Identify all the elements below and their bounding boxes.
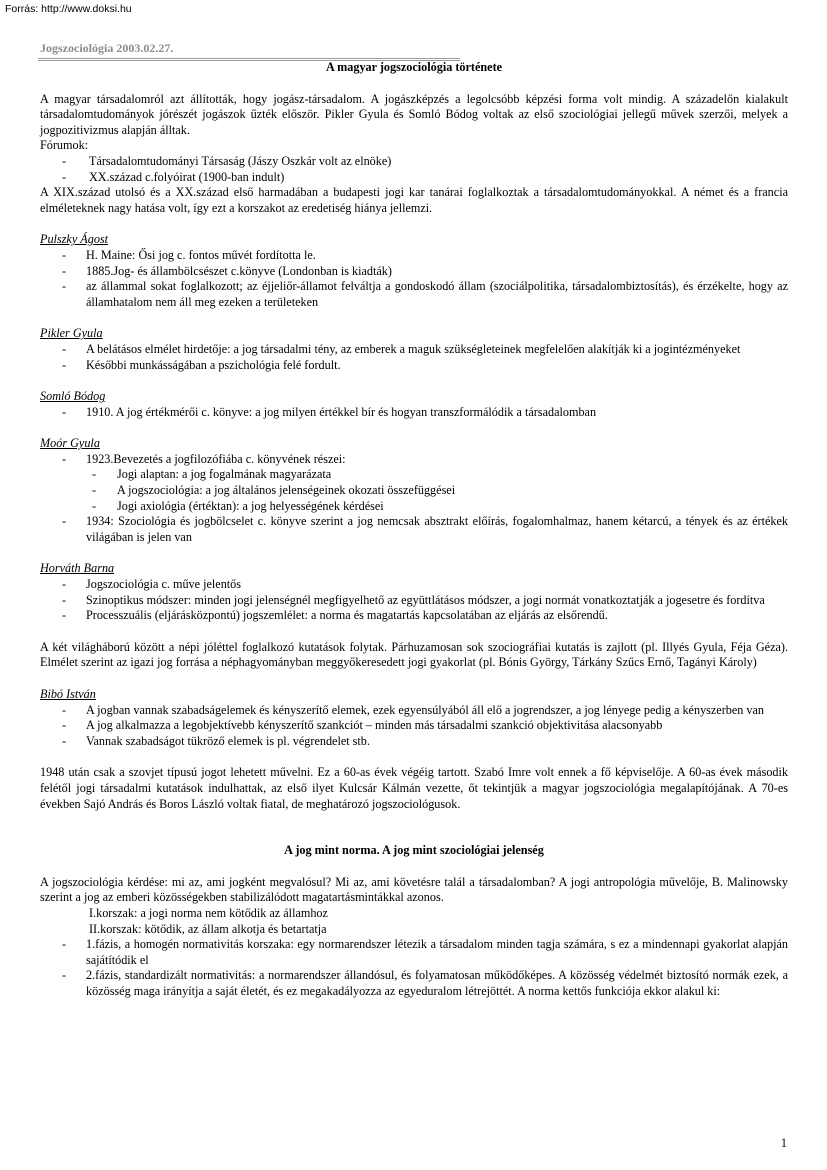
list-item: - 2.fázis, standardizált normativitás: a normarendszer állandósul, és folyamatosan működőképes. A közösség védelmét biztosító normák ezek, a közösség maga irányítja a saját életét, és ez megakadályozza az egyeduralom létrejöttét. A norma kettős funkciója ekkor alakul ki: [40, 968, 788, 999]
horvath-list [40, 577, 788, 624]
page-number: 1 [780, 1136, 787, 1150]
list-item: - Jogszociológia c. műve jelentős [40, 577, 788, 593]
century-paragraph: A XIX.század utolsó és a XX.század első harmadában a budapesti jogi kar tanárai foglalkoztak a társadalomtudományokkal. A német és a francia elméleteknek nagy hatása volt, így ezt a korszakot az eredetiség hiánya jellemzi. [40, 185, 788, 215]
section-title-history: A magyar jogszociológia története [325, 60, 503, 74]
list-item: - Későbbi munkásságában a pszichológia felé fordult. [40, 358, 788, 374]
phases-list [40, 937, 788, 999]
list-item: - A belátásos elmélet hirdetője: a jog társadalmi tény, az emberek a maguk szükségleteinek megfelelően alakítják ki a jogintézményeket [40, 342, 788, 358]
heading-bibo: Bibó István [40, 687, 96, 701]
list-item: - Társadalomtudományi Társaság (Jászy Oszkár volt az elnöke) [40, 154, 788, 170]
list-item: - A jogban vannak szabadságelemek és kényszerítő elemek, ezek egyensúlyából áll elő a jogrendszer, a jog lényege pedig a kényszerben van [40, 703, 788, 719]
moor-list [40, 452, 788, 546]
source-line: Forrás: http://www.doksi.hu [5, 3, 132, 15]
list-item: - 1.fázis, a homogén normativitás korszaka: egy normarendszer létezik a társadalom minden tagja számára, s ez a mindennapi gyakorlat alapján sajátítódik el [40, 937, 788, 968]
list-item: - 1910. A jog értékmérői c. könyve: a jog milyen értékkel bír és hogyan transzformálódik a társadalomban [40, 405, 788, 421]
list-item: - 1934: Szociológia és jogbölcselet c. könyve szerint a jog nemcsak absztrakt előírás, fogalomhalmaz, hanem kétarcú, a tények és az értékek világában is jelen van [40, 514, 788, 545]
bibo-list [40, 703, 788, 750]
sub-list-item: - Jogi alaptan: a jog fogalmának magyarázata [40, 467, 788, 483]
forums-label: Fórumok: [40, 138, 89, 153]
list-item: - XX.század c.folyóirat (1900-ban indult) [40, 170, 788, 186]
document-body [40, 60, 788, 1000]
list-item: - H. Maine: Ősi jog c. fontos művét fordította le. [40, 248, 788, 264]
sub-list-item: - Jogi axiológia (értéktan): a jog helyességének kérdései [40, 499, 788, 515]
intro-paragraph: A magyar társadalomról azt állították, hogy jogász-társadalom. A jogászképzés a legolcsóbb képzési forma volt mindig. A századelőn kialakult társadalomtudományok jórészét jogászok űzték először. Pikler Gyula és Somló Bódog voltak az első szociológiai jellegű művek szerzői, melyek a jogpozitivizmus alapján álltak. [40, 91, 788, 137]
sub-list-item: - A jogszociológia: a jog általános jelenségeinek okozati összefüggései [40, 483, 788, 499]
section-title-norm: A jog mint norma. A jog mint szociológiai jelenség [284, 843, 544, 858]
wars-paragraph: A két világháború között a népi jóléttel foglalkozó kutatások folytak. Párhuzamosan sok szociográfiai kutatás is zajlott (pl. Illyés Gyula, Féja Géza). Elmélet szerint az igazi jog forrása a néphagyományban meggyőkeresedett jogi gyakorlat (pl. Bónis György, Tárkány Szűcs Ernő, Tagányi Károly) [40, 639, 788, 670]
heading-pikler: Pikler Gyula [40, 326, 103, 341]
list-item: - Szinoptikus módszer: minden jogi jelenségnél megfigyelhető az együttlátásos módszer, a jogi normát vonatkoztatják a jogesetre és fordítva [40, 593, 788, 609]
heading-somlo: Somló Bódog [40, 389, 106, 404]
list-item: - 1923.Bevezetés a jogfilozófiába c. könyvének részei: [40, 452, 788, 468]
period-line: I.korszak: a jogi norma nem kötődik az államhoz [89, 905, 328, 920]
heading-horvath: Horváth Barna [40, 561, 115, 576]
question-paragraph: A jogszociológia kérdése: mi az, ami jogként megvalósul? Mi az, ami követésre talál a társadalomban? A jogi antropológia művelője, B. Malinowsky szerint a jog az emberi közösségekben stabilizálódott magatartásmintákkal azonos. [40, 874, 788, 905]
list-item: - 1885.Jog- és állambölcsészet c.könyve (Londonban is kiadták) [40, 264, 788, 280]
somlo-list [40, 405, 788, 421]
list-item: - A jog alkalmazza a legobjektívebb kényszerítő szankciót – minden más társadalmi szankció objektivitása alacsonyabb [40, 718, 788, 734]
forums-list [40, 154, 788, 185]
postwar-paragraph: 1948 után csak a szovjet típusú jogot lehetett művelni. Ez a 60-as évek végéig tartott. Szabó Imre volt ennek a fő képviselője. A 60-as évek második felétől jogi társadalmi kutatások indulhattak, az első ilyet Kulcsár Kálmán vezette, őt tekintjük a magyar jogszociológia megalapítójának. A 70-es években Sajó András és Boros László voltak fiatal, de meghatározó jogszociológusok. [40, 765, 788, 811]
running-header: Jogszociológia 2003.02.27. [40, 41, 174, 55]
pulszky-list [40, 248, 788, 310]
list-item: - az állammal sokat foglalkozott; az éjjeliőr-államot felváltja a gondoskodó állam (szociálpolitika, társadalombiztosítás), és érzékelte, hogy az államhatalom nem áll meg ezeken a területeken [40, 279, 788, 310]
list-item: - Processzuális (eljárásközpontú) jogszemlélet: a norma és magatartás kapcsolatában az eljárás az elsőrendű. [40, 608, 788, 624]
heading-moor: Moór Gyula [40, 436, 100, 451]
heading-pulszky: Pulszky Ágost [40, 232, 109, 247]
period-line: II.korszak: kötődik, az állam alkotja és betartatja [89, 921, 327, 936]
pikler-list [40, 342, 788, 373]
list-item: - Vannak szabadságot tükröző elemek is pl. végrendelet stb. [40, 734, 788, 750]
